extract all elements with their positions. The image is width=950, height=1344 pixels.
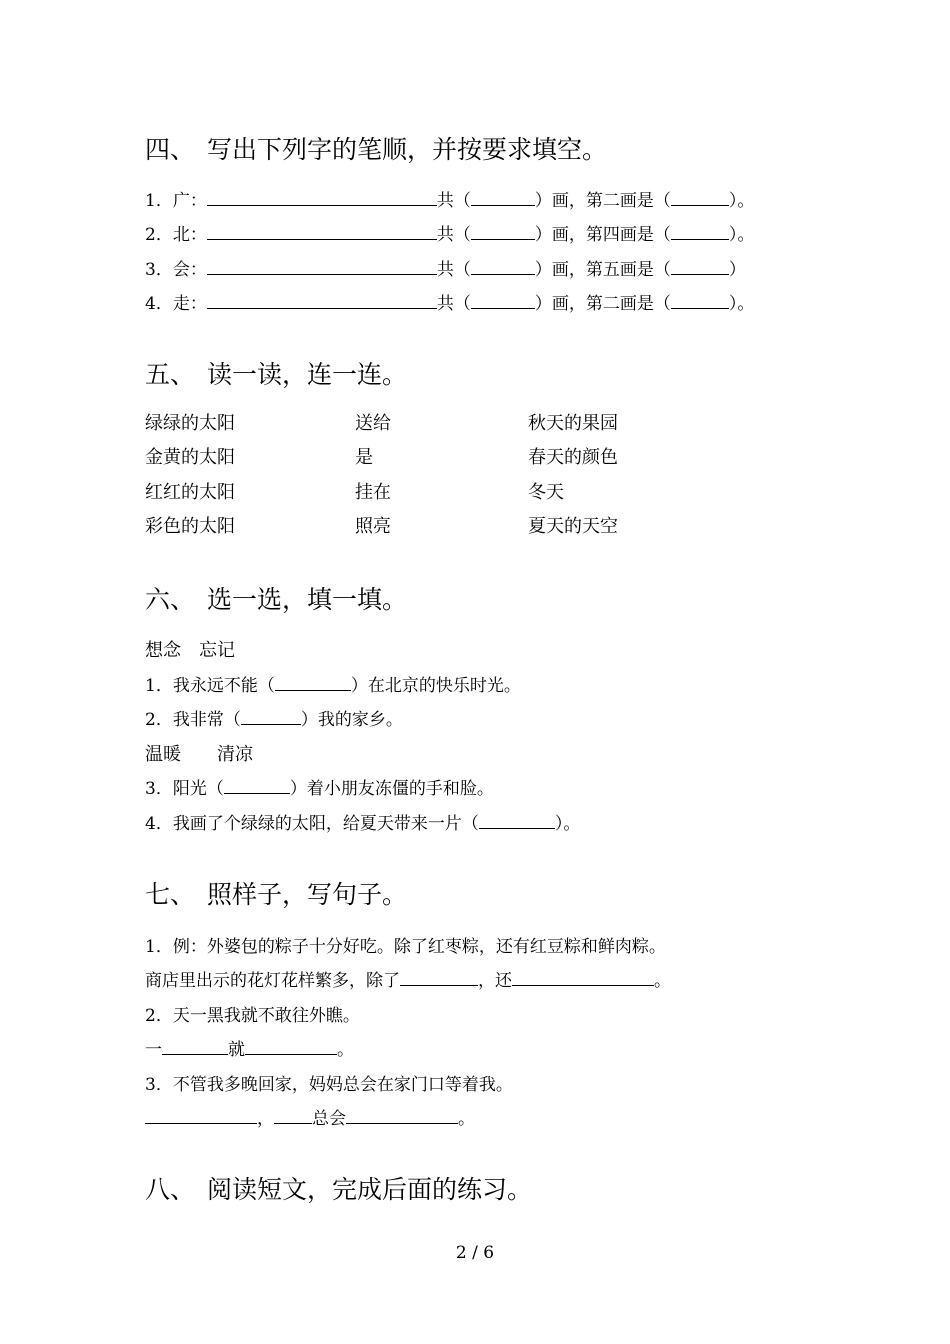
- row-text: 共（: [436, 191, 471, 211]
- stroke-order-row-4: [145, 289, 754, 314]
- answer-blank[interactable]: [275, 676, 351, 691]
- stroke-answer-blank[interactable]: [671, 260, 729, 275]
- match-mid-3[interactable]: 挂在: [355, 482, 391, 503]
- stroke-count-blank[interactable]: [471, 294, 535, 309]
- stroke-answer-blank[interactable]: [671, 294, 729, 309]
- section-number: 七、: [145, 880, 196, 909]
- section-title: 写出下列字的笔顺，并按要求填空。: [207, 135, 608, 164]
- answer-blank[interactable]: [241, 710, 301, 725]
- row-text: ）画，第二画是（: [534, 191, 671, 211]
- stroke-order-row-2: [145, 220, 754, 245]
- row-label: 1．广：: [145, 191, 207, 211]
- match-mid-2[interactable]: 是: [355, 447, 373, 468]
- section-4-heading: [145, 130, 607, 166]
- fill-question-1: [145, 671, 521, 696]
- section-8-heading: [145, 1170, 532, 1206]
- imitate-sentence-2: [145, 1035, 354, 1060]
- sentence-text: 就: [228, 1040, 245, 1060]
- row-text: ）画，第五画是（: [534, 260, 671, 280]
- row-text: 共（: [436, 225, 471, 245]
- row-text: ）。: [728, 294, 755, 314]
- section-5-heading: [145, 355, 407, 391]
- section-number: 五、: [145, 360, 196, 389]
- sentence-text: 总会: [312, 1109, 346, 1129]
- row-text: ）。: [728, 225, 755, 245]
- row-text: ）: [728, 260, 746, 280]
- sentence-text: 。: [458, 1109, 475, 1129]
- imitate-sentence-1: [145, 966, 671, 991]
- question-text: ）着小朋友冻僵的手和脸。: [289, 779, 494, 799]
- section-number: 四、: [145, 135, 196, 164]
- answer-blank[interactable]: [479, 814, 555, 829]
- fill-question-4: [145, 809, 580, 834]
- row-text: ）画，第四画是（: [534, 225, 671, 245]
- sentence-text: 。: [654, 971, 671, 991]
- example-sentence-2: 2．天一黑我就不敢往外瞧。: [145, 1006, 360, 1026]
- question-text: ）。: [554, 814, 581, 834]
- section-title: 阅读短文，完成后面的练习。: [207, 1175, 533, 1204]
- answer-blank[interactable]: [245, 1040, 337, 1055]
- match-left-4[interactable]: 彩色的太阳: [145, 516, 235, 537]
- match-left-3[interactable]: 红红的太阳: [145, 482, 235, 503]
- answer-blank[interactable]: [162, 1040, 228, 1055]
- section-title: 照样子，写句子。: [207, 880, 408, 909]
- stroke-count-blank[interactable]: [471, 191, 535, 206]
- section-6-heading: [145, 580, 407, 616]
- stroke-order-blank[interactable]: [207, 191, 437, 206]
- match-left-1[interactable]: 绿绿的太阳: [145, 413, 235, 434]
- row-text: 共（: [436, 260, 471, 280]
- row-text: 共（: [436, 294, 471, 314]
- stroke-count-blank[interactable]: [471, 260, 535, 275]
- answer-blank[interactable]: [145, 1109, 257, 1124]
- question-text: ）我的家乡。: [300, 710, 403, 730]
- section-number: 六、: [145, 585, 196, 614]
- question-text: 2．我非常（: [145, 710, 241, 730]
- question-text: 4．我画了个绿绿的太阳，给夏天带来一片（: [145, 814, 479, 834]
- page-number: 2 / 6: [455, 1243, 495, 1263]
- section-title: 读一读，连一连。: [207, 360, 408, 389]
- section-title: 选一选，填一填。: [207, 585, 408, 614]
- word-choices-2: 温暖 清凉: [145, 744, 253, 765]
- row-text: ）。: [728, 191, 755, 211]
- section-7-heading: [145, 875, 407, 911]
- match-left-2[interactable]: 金黄的太阳: [145, 447, 235, 468]
- word-choices-1: 想念 忘记: [145, 640, 235, 661]
- sentence-text: ，: [257, 1109, 274, 1129]
- match-right-4[interactable]: 夏天的天空: [528, 516, 618, 537]
- question-text: ）在北京的快乐时光。: [350, 676, 521, 696]
- imitate-sentence-3: [145, 1104, 475, 1129]
- answer-blank[interactable]: [346, 1109, 458, 1124]
- stroke-order-row-3: [145, 255, 746, 280]
- question-text: 1．我永远不能（: [145, 676, 275, 696]
- sentence-text: 商店里出示的花灯花样繁多，除了: [145, 971, 400, 991]
- row-label: 2．北：: [145, 225, 207, 245]
- match-right-2[interactable]: 春天的颜色: [528, 447, 618, 468]
- stroke-order-blank[interactable]: [207, 294, 437, 309]
- answer-blank[interactable]: [224, 779, 290, 794]
- question-text: 3．阳光（: [145, 779, 224, 799]
- match-right-1[interactable]: 秋天的果园: [528, 413, 618, 434]
- sentence-text: 一: [145, 1040, 162, 1060]
- stroke-order-row-1: [145, 186, 754, 211]
- match-mid-1[interactable]: 送给: [355, 413, 391, 434]
- stroke-answer-blank[interactable]: [671, 225, 729, 240]
- row-label: 3．会：: [145, 260, 207, 280]
- stroke-count-blank[interactable]: [471, 225, 535, 240]
- sentence-text: 。: [337, 1040, 354, 1060]
- fill-question-2: [145, 705, 403, 730]
- answer-blank[interactable]: [400, 971, 478, 986]
- example-sentence-3: 3．不管我多晚回家，妈妈总会在家门口等着我。: [145, 1075, 513, 1095]
- fill-question-3: [145, 774, 494, 799]
- row-label: 4．走：: [145, 294, 207, 314]
- stroke-order-blank[interactable]: [207, 225, 437, 240]
- stroke-order-blank[interactable]: [207, 260, 437, 275]
- stroke-answer-blank[interactable]: [671, 191, 729, 206]
- answer-blank[interactable]: [512, 971, 654, 986]
- section-number: 八、: [145, 1175, 196, 1204]
- sentence-text: ，还: [478, 971, 512, 991]
- example-sentence: 1．例：外婆包的粽子十分好吃。除了红枣粽，还有红豆粽和鲜肉粽。: [145, 937, 666, 957]
- row-text: ）画，第二画是（: [534, 294, 671, 314]
- match-right-3[interactable]: 冬天: [528, 482, 564, 503]
- answer-blank[interactable]: [274, 1109, 312, 1124]
- match-mid-4[interactable]: 照亮: [355, 516, 391, 537]
